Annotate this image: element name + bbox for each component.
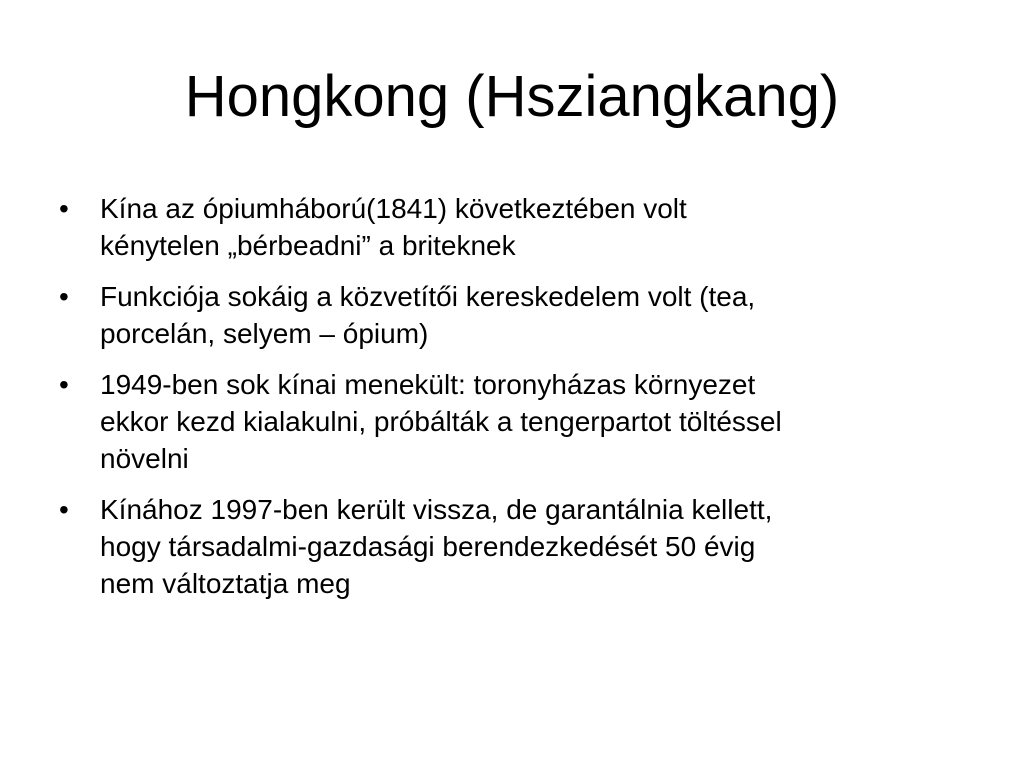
bullet-dot: • [59, 494, 69, 525]
bullet-text-line: kénytelen „bérbeadni” a briteknek [100, 230, 516, 261]
bullet-text-line: ekkor kezd kialakulni, próbálták a tengerpartot töltéssel [100, 406, 782, 437]
bullet-text-line: porcelán, selyem – ópium) [100, 318, 429, 349]
bullet-dot: • [59, 281, 69, 312]
bullet-list [55, 190, 955, 616]
bullet-text-line: nem változtatja meg [100, 568, 351, 599]
slide-title: Hongkong (Hsziangkang) [184, 64, 840, 129]
bullet-text-line: 1949-ben sok kínai menekült: toronyházas környezet [100, 369, 756, 400]
bullet-dot: • [59, 193, 69, 224]
bullet-item [55, 190, 955, 264]
bullet-dot: • [59, 369, 69, 400]
bullet-item [55, 491, 955, 602]
bullet-item [55, 366, 955, 477]
bullet-text-line: Funkciója sokáig a közvetítői kereskedelem volt (tea, [100, 281, 756, 312]
bullet-item [55, 278, 955, 352]
bullet-text-line: Kína az ópiumháború(1841) következtében volt [100, 193, 687, 224]
bullet-text-line: növelni [100, 443, 189, 474]
bullet-text-line: hogy társadalmi-gazdasági berendezkedését 50 évig [100, 531, 756, 562]
bullet-text-line: Kínához 1997-ben került vissza, de garantálnia kellett, [100, 494, 773, 525]
